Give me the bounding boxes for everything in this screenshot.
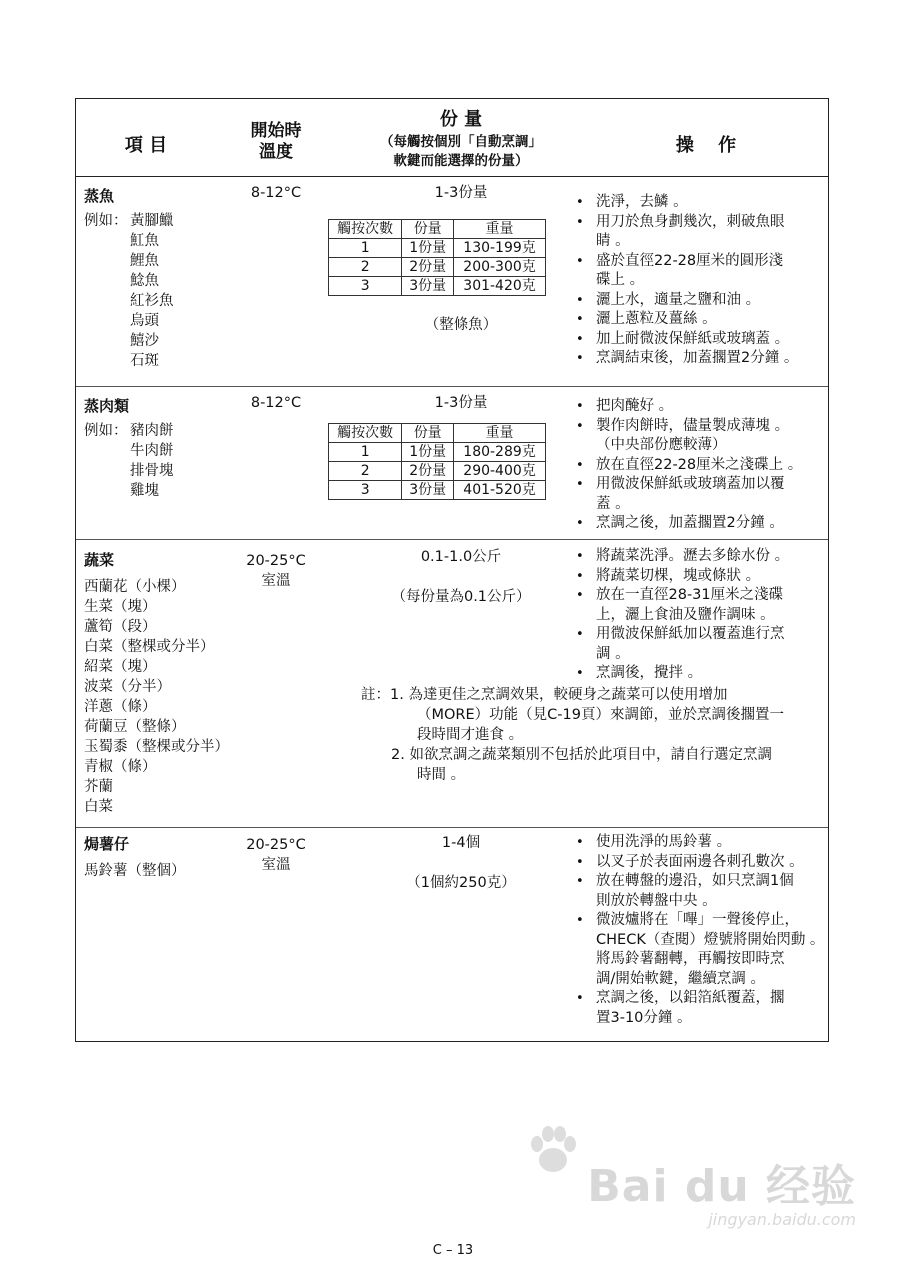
category-potato: 焗薯仔 xyxy=(84,835,130,853)
examples-prefix: 例如： xyxy=(84,423,128,439)
paw-icon xyxy=(523,1120,583,1180)
examples-prefix: 例如： xyxy=(84,213,128,229)
category-fish: 蒸魚 xyxy=(84,187,115,205)
ops-meat xyxy=(574,397,830,534)
portion-table-fish xyxy=(328,219,546,296)
temp-potato: 20-25°C 室溫 xyxy=(246,837,306,873)
category-meat: 蒸肉類 xyxy=(84,397,130,415)
table-row: 1 1份量 130-199克 xyxy=(329,239,546,258)
examples-list: 西蘭花（小棵） 生菜（塊） 蘆筍（段） 白菜（整棵或分半） 紹菜（塊） 波菜（分半） 洋蔥（條） 荷蘭豆（整條） 玉蜀黍（整棵或分半） 青椒（條） 芥蘭 白菜 xyxy=(84,579,229,815)
table-row: 2 2份量 290-400克 xyxy=(329,462,546,481)
portion-veg: 0.1-1.0公斤 xyxy=(420,549,502,565)
ops-fish xyxy=(574,193,830,369)
list-item: • 用微波保鮮紙加以覆蓋進行烹 調 。 xyxy=(574,625,830,664)
ops-potato xyxy=(574,833,830,1028)
list-item: • 以叉子於表面兩邊各刺孔數次 。 xyxy=(574,853,830,873)
watermark xyxy=(587,1150,856,1229)
row-divider xyxy=(76,386,828,387)
table-row: 3 3份量 401-520克 xyxy=(329,481,546,500)
list-item: • 用刀於魚身劃幾次，刺破魚眼 睛 。 xyxy=(574,213,830,252)
portion-table-meat xyxy=(328,423,546,500)
category-veg: 蔬菜 xyxy=(84,551,115,569)
list-item: • 把肉醃好 。 xyxy=(574,397,830,417)
list-item: • 使用洗淨的馬鈴薯 。 xyxy=(574,833,830,853)
table-header-row: 觸按次數 份量 重量 xyxy=(329,424,546,443)
list-item: • 烹調後，攪拌 。 xyxy=(574,664,830,684)
list-item: • 微波爐將在「嗶」一聲後停止， CHECK（查閱）燈號將開始閃動 。 將馬鈴薯翻轉，再觸按即時烹 調/開始軟鍵，繼續烹調 。 xyxy=(574,911,830,989)
list-item: • 放在轉盤的邊沿，如只烹調1個 則放於轉盤中央 。 xyxy=(574,872,830,911)
list-item: • 加上耐微波保鮮紙或玻璃蓋 。 xyxy=(574,330,830,350)
list-item: • 灑上水，適量之鹽和油 。 xyxy=(574,291,830,311)
watermark-brand: Bai du 经验 xyxy=(587,1161,856,1212)
page-number: C – 13 xyxy=(432,1243,474,1258)
portion-note-potato: （1個約250克） xyxy=(406,875,516,891)
table-header-row: 觸按次數 份量 重量 xyxy=(329,220,546,239)
table-row: 3 3份量 301-420克 xyxy=(329,277,546,296)
list-item: • 放在一直徑28-31厘米之淺碟 上，灑上食油及鹽作調味 。 xyxy=(574,586,830,625)
header-portion-title: 份 量 xyxy=(439,109,483,130)
header-temp: 開始時 溫度 xyxy=(250,121,302,162)
header-item: 項 目 xyxy=(124,135,168,156)
header-ops: 操 作 xyxy=(675,135,737,156)
examples-list: 豬肉餅 牛肉餅 排骨塊 雞塊 xyxy=(130,423,174,499)
list-item: • 灑上蔥粒及薑絲 。 xyxy=(574,310,830,330)
temp-meat: 8-12°C xyxy=(250,395,302,411)
recipe-table xyxy=(75,98,829,1042)
header-portion-sub: （每觸按個別「自動烹調」 軟鍵而能選擇的份量） xyxy=(380,134,542,169)
portion-fish: 1-3份量 xyxy=(434,185,488,201)
portion-meat: 1-3份量 xyxy=(434,395,488,411)
list-item: • 放在直徑22-28厘米之淺碟上 。 xyxy=(574,456,830,476)
table-row: 2 2份量 200-300克 xyxy=(329,258,546,277)
watermark-url: jingyan.baidu.com xyxy=(708,1210,856,1229)
temp-fish: 8-12°C xyxy=(250,185,302,201)
portion-note-veg: （每份量為0.1公斤） xyxy=(391,589,531,605)
portion-potato: 1-4個 xyxy=(441,835,481,851)
list-item: • 用微波保鮮紙或玻璃蓋加以覆 蓋 。 xyxy=(574,475,830,514)
header-divider xyxy=(76,176,828,177)
examples-list: 黃腳鱲 魟魚 鯉魚 鯰魚 紅衫魚 烏頭 鱚沙 石斑 xyxy=(130,213,174,369)
list-item: • 烹調之後，以鋁箔紙覆蓋，擱 置3-10分鐘 。 xyxy=(574,989,830,1028)
temp-veg: 20-25°C 室溫 xyxy=(246,553,306,589)
row-divider xyxy=(76,827,828,828)
examples-list: 馬鈴薯（整個） xyxy=(84,863,186,879)
table-row: 1 1份量 180-289克 xyxy=(329,443,546,462)
notes-veg: 註：1. 為達更佳之烹調效果，較硬身之蔬菜可以使用增加 （MORE）功能（見C-19頁）來調節，並於烹調後擱置一 段時間才進食 。 2. 如欲烹調之蔬菜類別不包括於此項目中，請自行選定烹調 時間 。 xyxy=(361,687,784,783)
list-item: • 將蔬菜切棵，塊或條狀 。 xyxy=(574,567,830,587)
portion-note-fish: （整條魚） xyxy=(424,317,498,333)
row-divider xyxy=(76,539,828,540)
list-item: • 將蔬菜洗淨。瀝去多餘水份 。 xyxy=(574,547,830,567)
list-item: • 盛於直徑22-28厘米的圓形淺 碟上 。 xyxy=(574,252,830,291)
list-item: • 烹調之後，加蓋擱置2分鐘 。 xyxy=(574,514,830,534)
ops-veg xyxy=(574,547,830,684)
list-item: • 烹調結束後，加蓋擱置2分鐘 。 xyxy=(574,349,830,369)
list-item: • 洗淨，去鱗 。 xyxy=(574,193,830,213)
list-item: • 製作肉餅時，儘量製成薄塊 。 （中央部份應較薄） xyxy=(574,417,830,456)
